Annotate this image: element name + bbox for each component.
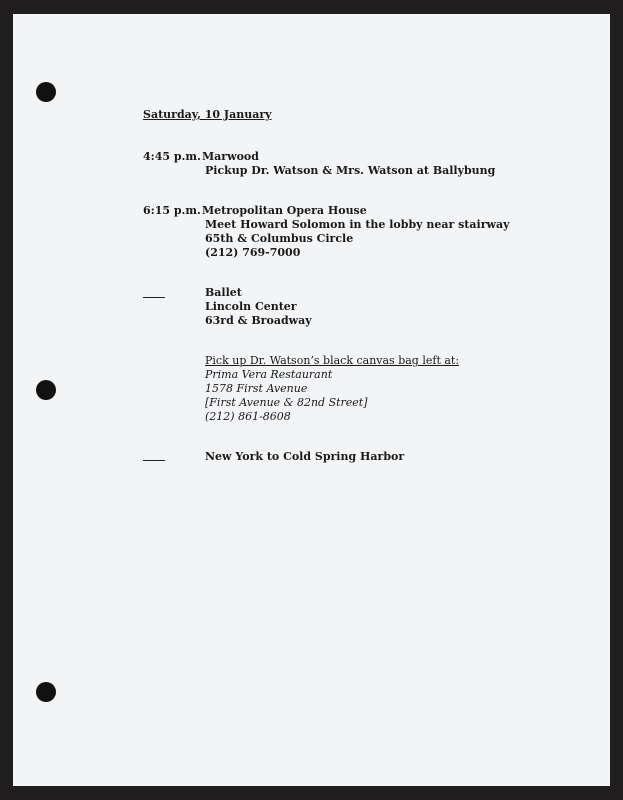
binder-hole-middle [36,380,56,400]
item-3-line-1: Ballet [205,286,242,299]
item-5-line-1: New York to Cold Spring Harbor [205,450,405,463]
pickup-note-line-1: Prima Vera Restaurant [205,368,333,381]
item-2-line-1: Metropolitan Opera House [202,204,367,217]
document-page [13,14,610,786]
date-heading: Saturday, 10 January [143,108,272,121]
binder-hole-top [36,82,56,102]
pickup-note-line-4: (212) 861-8608 [205,410,291,423]
item-2-line-2: Meet Howard Solomon in the lobby near stairway [205,218,510,231]
item-2-line-4: (212) 769-7000 [205,246,301,259]
item-1-line-1: Marwood [202,150,259,163]
binder-hole-bottom [36,682,56,702]
item-2-line-3: 65th & Columbus Circle [205,232,354,245]
pickup-note-heading: Pick up Dr. Watson’s black canvas bag left at: [205,354,460,367]
item-1-time: 4:45 p.m. [143,150,201,163]
pickup-note-line-3: [First Avenue & 82nd Street] [205,396,368,409]
pickup-note-line-2: 1578 First Avenue [205,382,308,395]
item-3-line-3: 63rd & Broadway [205,314,312,327]
item-3-line-2: Lincoln Center [205,300,297,313]
item-5-time-blank [143,460,165,461]
item-3-time-blank [143,297,165,298]
item-2-time: 6:15 p.m. [143,204,201,217]
item-1-line-2: Pickup Dr. Watson & Mrs. Watson at Ballybung [205,164,496,177]
